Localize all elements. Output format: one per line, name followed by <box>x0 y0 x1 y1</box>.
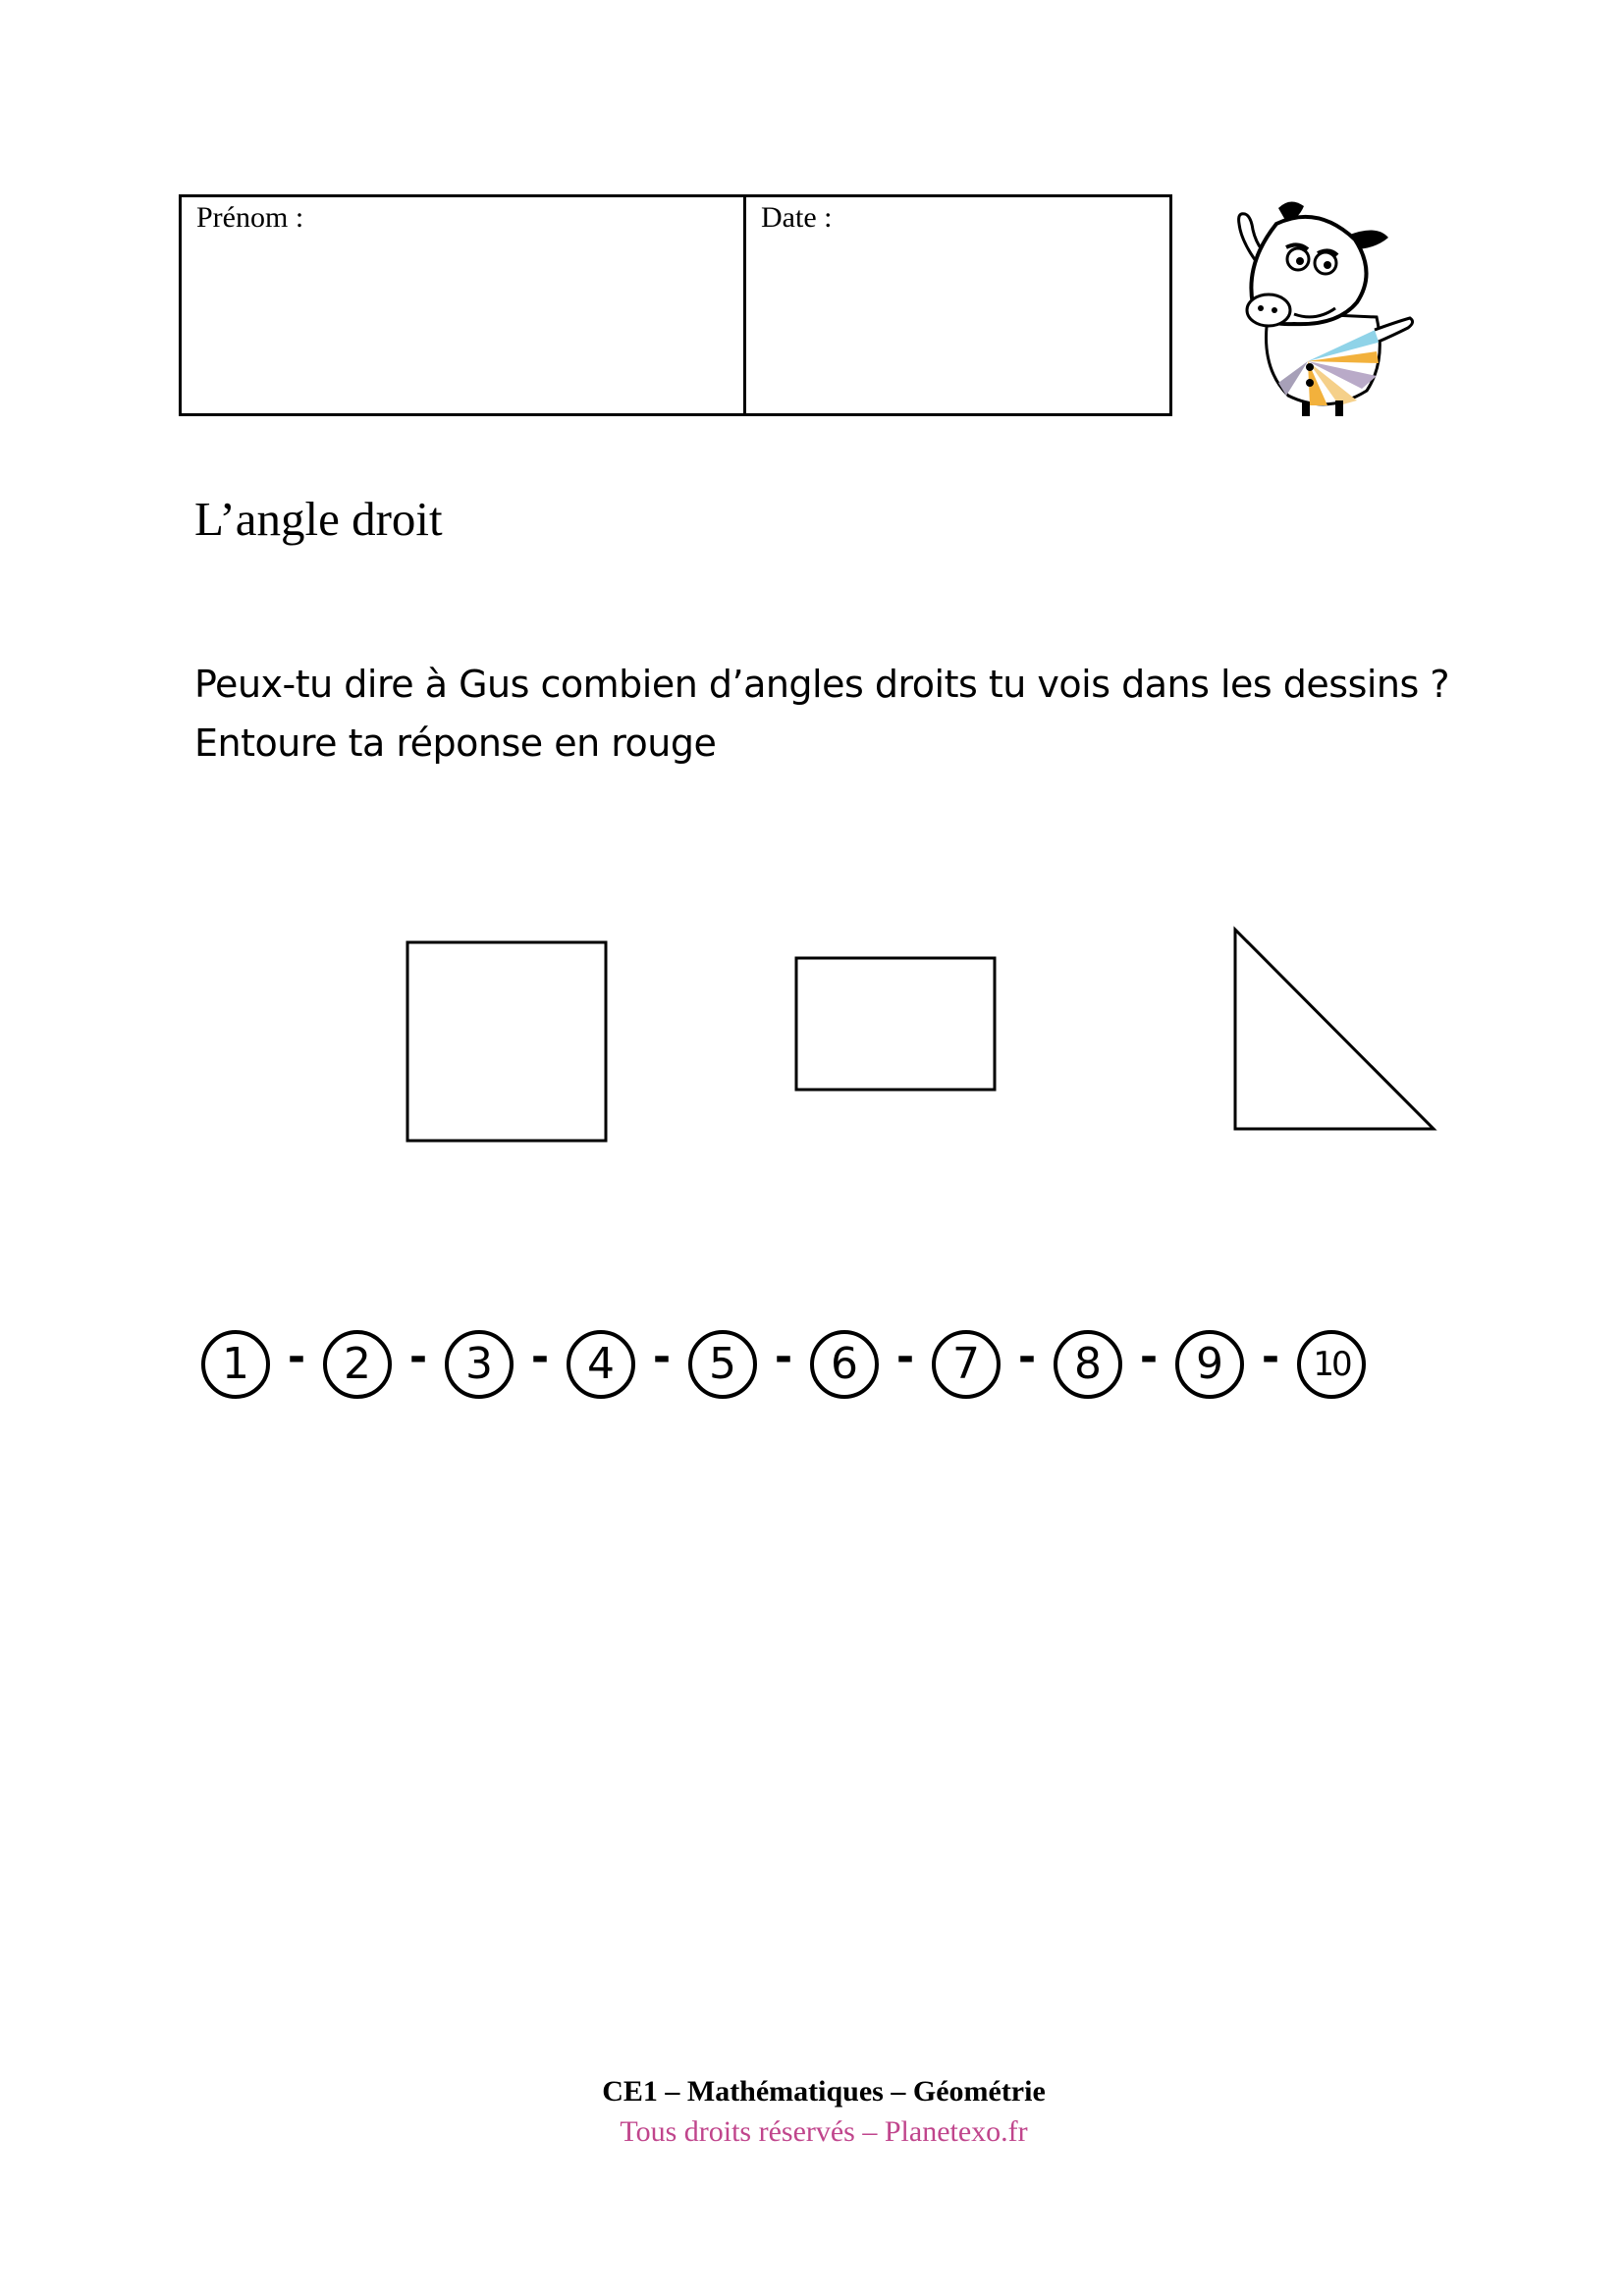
right-triangle-figure <box>1235 930 1434 1129</box>
separator: - <box>774 1331 793 1382</box>
prenom-label: Prénom : <box>196 201 304 234</box>
answer-choice-9[interactable]: 9 <box>1175 1330 1244 1399</box>
answer-choice-5[interactable]: 5 <box>688 1330 757 1399</box>
separator: - <box>1139 1331 1159 1382</box>
answer-choice-2[interactable]: 2 <box>323 1330 392 1399</box>
instruction-question: Peux-tu dire à Gus combien d’angles droits tu vois dans les dessins ? <box>194 663 1450 706</box>
instruction-circle-answer: Entoure ta réponse en rouge <box>194 721 717 765</box>
separator: - <box>287 1331 306 1382</box>
separator: - <box>1017 1331 1037 1382</box>
date-label: Date : <box>761 201 833 234</box>
answer-choice-4[interactable]: 4 <box>567 1330 635 1399</box>
footer-subject: CE1 – Mathématiques – Géométrie <box>602 2075 1046 2108</box>
footer-copyright: Tous droits réservés – Planetexo.fr <box>620 2115 1028 2148</box>
rectangle-figure <box>796 958 995 1090</box>
answer-choices <box>201 1330 1366 1399</box>
answer-choice-3[interactable]: 3 <box>445 1330 514 1399</box>
answer-choice-8[interactable]: 8 <box>1054 1330 1122 1399</box>
answer-choice-7[interactable]: 7 <box>932 1330 1001 1399</box>
answer-choice-1[interactable]: 1 <box>201 1330 270 1399</box>
separator: - <box>530 1331 550 1382</box>
separator: - <box>408 1331 428 1382</box>
page-title: L’angle droit <box>194 492 443 546</box>
answer-choice-6[interactable]: 6 <box>810 1330 879 1399</box>
separator: - <box>1261 1331 1280 1382</box>
separator: - <box>895 1331 915 1382</box>
square-figure <box>407 942 606 1141</box>
separator: - <box>652 1331 672 1382</box>
answer-choice-10[interactable]: 10 <box>1297 1330 1366 1399</box>
